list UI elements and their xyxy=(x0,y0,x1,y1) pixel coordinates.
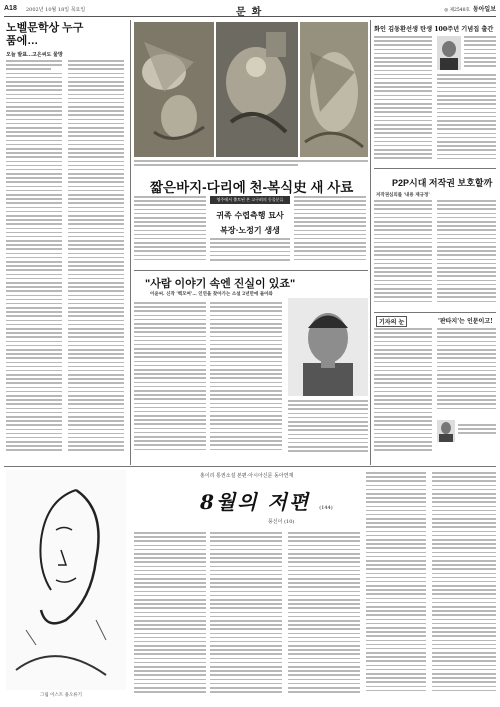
p2p-deck: 저작권심의를 '내용 재규정' xyxy=(376,193,430,198)
author-portrait-photo xyxy=(288,298,368,396)
interview-headline: "사람 이야기 속엔 진실이 있죠" xyxy=(145,278,296,290)
serial-body-col1 xyxy=(134,532,206,702)
info-box-sub2: 복장·노정기 생생 xyxy=(220,225,280,235)
serial-title-block xyxy=(200,486,370,516)
kim-anniversary-headline: 화인 김동환선생 탄생 100주년 기념집 출간 xyxy=(374,26,494,33)
p2p-headline: P2P시대 저작권 보호할까 xyxy=(392,178,493,188)
mural-photo-1 xyxy=(134,22,214,157)
serial-body-col5 xyxy=(432,472,496,702)
mural-texture-1 xyxy=(134,22,214,157)
info-box-title: 영주에서 출토된 본 고구려의 동물분류 xyxy=(210,196,290,204)
kim-portrait xyxy=(437,36,461,70)
kim-body-col3 xyxy=(437,74,496,166)
serial-body-col2 xyxy=(210,532,282,702)
serial-episode: (144) xyxy=(319,505,333,511)
reporter-byline xyxy=(458,424,496,442)
mural-photo-2 xyxy=(216,22,298,157)
issue-date: 2002년 10월 18일 목요일 xyxy=(26,7,86,13)
serial-illustration xyxy=(6,470,126,690)
mural-body-col3 xyxy=(294,196,366,266)
serial-tagline: 홍이리 통권소설 본편·아시아신문 동아연재 xyxy=(200,473,294,479)
info-box-sub1: 귀족 수렵측행 묘사 xyxy=(216,210,284,220)
interview-body-col3 xyxy=(288,400,368,460)
mural-info-box xyxy=(210,196,290,266)
page-number: A18 xyxy=(4,5,17,12)
serial-body-col4 xyxy=(366,472,426,702)
serial-body-col3 xyxy=(288,532,360,702)
kim-body-col1 xyxy=(374,36,432,166)
mural-headline: 짧은바지-다리에 천-복식史 새 사료 xyxy=(150,180,354,195)
reporters-eye-heading: 기자의 눈 xyxy=(376,316,407,327)
p2p-body-col1 xyxy=(374,200,432,310)
mural-body-col1 xyxy=(134,196,206,266)
kim-body-col2 xyxy=(464,36,496,72)
masthead: ◎ 제2540호 동아일보 xyxy=(444,6,496,13)
mural-caption xyxy=(134,160,368,172)
reporters-eye-subhead: '판타지'는 인문이고! xyxy=(438,318,493,325)
serial-illustration-art xyxy=(6,470,126,690)
reporters-eye-col2 xyxy=(437,328,496,418)
author-portrait xyxy=(288,298,368,396)
mural-photo-3 xyxy=(300,22,368,157)
reporter-portrait xyxy=(437,420,455,442)
p2p-body-col2 xyxy=(437,200,496,310)
mural-texture-3 xyxy=(300,22,368,157)
reporter-photo xyxy=(437,420,455,442)
nobel-article xyxy=(6,22,128,462)
nobel-subhead: 오늘 발표…고은씨도 물망 xyxy=(6,52,63,58)
section-title: 문화 xyxy=(236,7,268,18)
mural-texture-2 xyxy=(216,22,298,157)
nobel-body-col2 xyxy=(68,60,124,460)
reporters-eye-col1 xyxy=(374,328,432,460)
page-header xyxy=(4,3,496,17)
nobel-headline: 노벨문학상 누구 품에… xyxy=(6,22,84,47)
serial-illustration-caption: 그림 이스트 용오류기 xyxy=(40,693,82,698)
nobel-body xyxy=(6,60,62,460)
serial-author: 풍신이 (10) xyxy=(268,519,295,525)
interview-body-col1 xyxy=(134,302,206,460)
kim-portrait-photo xyxy=(437,36,461,70)
interview-deck: 이윤씨. 신작 '백모여'… 인연을 찾아가는 소설 2년만에 돌아와 xyxy=(150,292,273,297)
interview-body-col2 xyxy=(210,302,282,460)
serial-title: 8월의 저편 xyxy=(200,490,311,514)
